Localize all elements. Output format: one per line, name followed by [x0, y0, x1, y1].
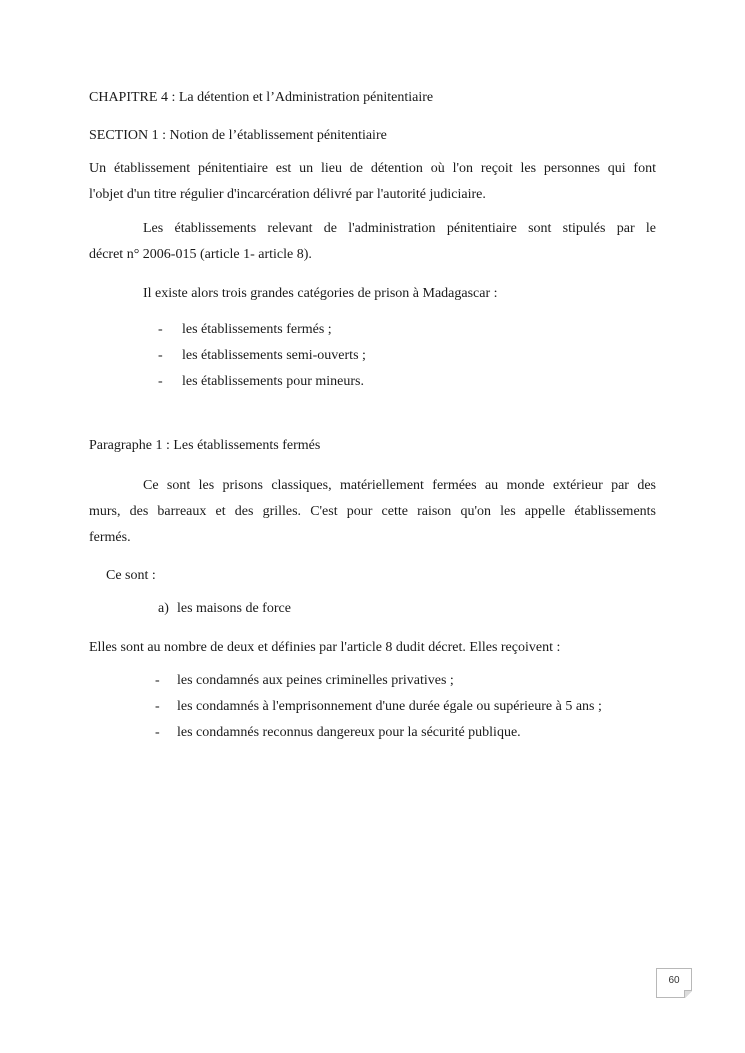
decree-paragraph-line-1: Les établissements relevant de l'administration pénitentiaire sont stipulés par le [143, 221, 656, 236]
maisons-paragraph: Elles sont au nombre de deux et définies par l'article 8 dudit décret. Elles reçoivent : [89, 640, 561, 655]
list-bullet: - [155, 673, 160, 688]
closed-paragraph-line-1: Ce sont les prisons classiques, matériellement fermées au monde extérieur par des [143, 478, 656, 493]
intro-paragraph-line-2: l'objet d'un titre régulier d'incarcération délivré par l'autorité judiciaire. [89, 187, 486, 202]
decree-paragraph-line-2: décret n° 2006-015 (article 1- article 8). [89, 247, 312, 262]
list-item-text: les condamnés reconnus dangereux pour la sécurité publique. [177, 725, 521, 740]
ce-sont-label: Ce sont : [106, 568, 156, 583]
sub-item-text: les maisons de force [177, 601, 291, 616]
list-bullet: - [155, 699, 160, 714]
list-item-text: les établissements fermés ; [182, 322, 332, 337]
list-bullet: - [155, 725, 160, 740]
chapter-title: CHAPITRE 4 : La détention et l’Administration pénitentiaire [89, 90, 434, 105]
sub-item-marker: a) [158, 601, 169, 616]
page-curl-icon [684, 990, 692, 998]
paragraph-1-title: Paragraphe 1 : Les établissements fermés [89, 438, 321, 453]
closed-paragraph-line-2: murs, des barreaux et des grilles. C'est pour cette raison qu'on les appelle établissements [89, 504, 656, 519]
categories-intro: Il existe alors trois grandes catégories de prison à Madagascar : [143, 286, 498, 301]
closed-paragraph-line-3: fermés. [89, 530, 131, 545]
list-item-text: les établissements pour mineurs. [182, 374, 364, 389]
list-bullet: - [158, 374, 163, 389]
list-item-text: les condamnés aux peines criminelles privatives ; [177, 673, 454, 688]
intro-paragraph-line-1: Un établissement pénitentiaire est un lieu de détention où l'on reçoit les personnes qui font [89, 161, 656, 176]
list-item-text: les établissements semi-ouverts ; [182, 348, 366, 363]
section-title: SECTION 1 : Notion de l’établissement pénitentiaire [89, 128, 387, 143]
list-bullet: - [158, 322, 163, 337]
page-number: 60 [668, 975, 680, 986]
list-item-text: les condamnés à l'emprisonnement d'une durée égale ou supérieure à 5 ans ; [177, 699, 602, 714]
list-bullet: - [158, 348, 163, 363]
